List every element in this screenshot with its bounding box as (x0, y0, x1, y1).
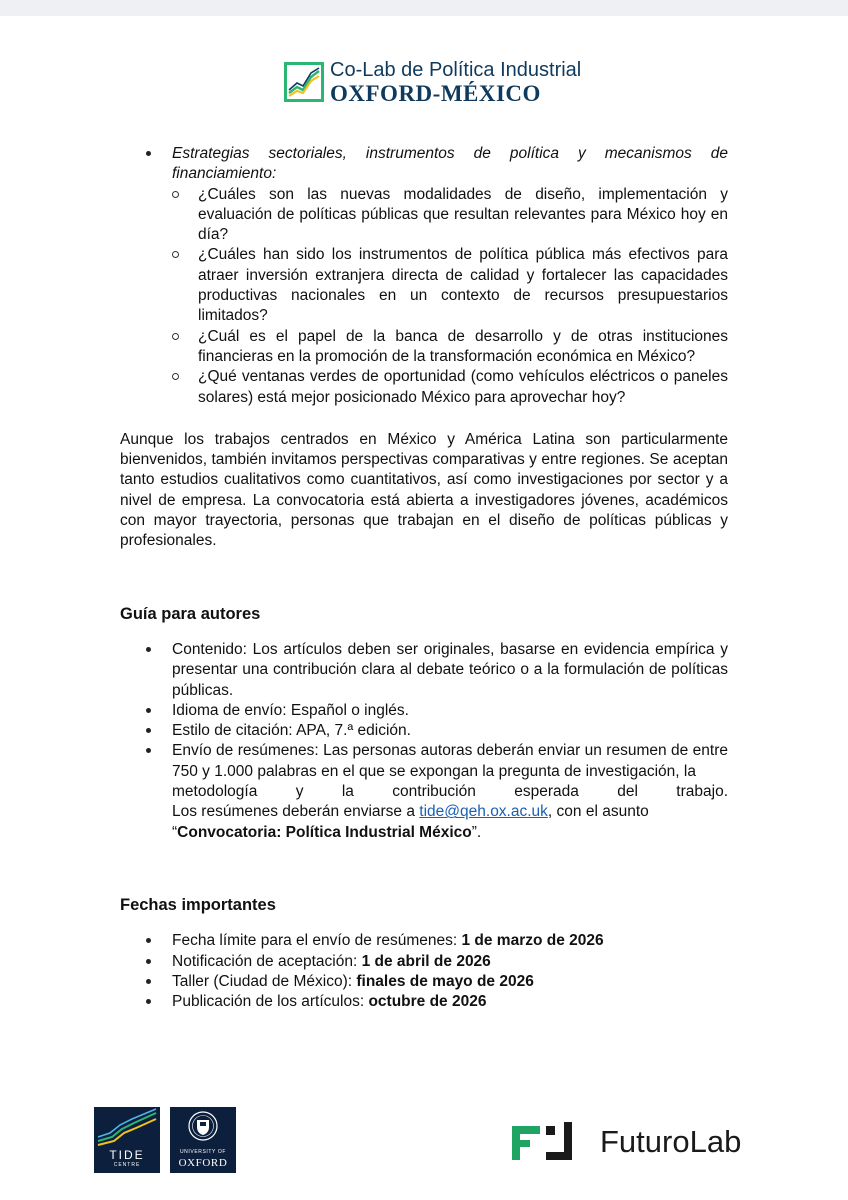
colab-header-logo (284, 58, 584, 108)
date-label: Fecha límite para el envío de resúmenes: (172, 932, 462, 950)
bullet-icon (146, 999, 151, 1004)
futurolab-name: FuturoLab (600, 1124, 742, 1159)
word: trabajo. (676, 783, 728, 801)
word: metodología (172, 783, 258, 801)
tide-name: TIDE (109, 1148, 145, 1162)
tide-sub: CENTRE (113, 1162, 141, 1168)
circle-bullet-icon (172, 251, 179, 258)
bullet-icon (146, 748, 151, 753)
list-item (120, 721, 728, 741)
oxford-crest-icon (170, 1107, 236, 1147)
date-label: Notificación de aceptación: (172, 952, 362, 970)
guide-content: Contenido: Los artículos deben ser originales, basarse en evidencia empírica y presentar una contribución clara al debate teórico o a la formulación de políticas públicas. (172, 640, 728, 699)
date-value: 1 de marzo de 2026 (461, 932, 604, 950)
guide-list (120, 640, 728, 843)
strategies-list (120, 144, 728, 408)
quote-close: ”. (471, 823, 482, 841)
date-label: Publicación de los artículos: (172, 993, 369, 1011)
oxford-name: OXFORD (178, 1157, 228, 1169)
bullet-icon (146, 938, 151, 943)
quote-open: “ (172, 823, 178, 841)
list-item (120, 640, 728, 701)
strategies-item (120, 144, 728, 408)
word: contribución (392, 783, 476, 801)
bullet-icon (146, 959, 151, 964)
circle-bullet-icon (172, 373, 179, 380)
word: esperada (514, 783, 579, 801)
oxford-top: UNIVERSITY OF (179, 1149, 227, 1155)
guide-abstracts-send (172, 802, 728, 822)
top-bar (0, 0, 848, 16)
bullet-icon (146, 647, 151, 652)
colab-chart-icon (284, 62, 324, 102)
futurolab-mark-icon (506, 1118, 586, 1168)
question-text: ¿Qué ventanas verdes de oportunidad (como vehículos eléctricos o paneles solares) está mejor posicionado México para aprovechar hoy? (198, 368, 728, 406)
date-value: octubre de 2026 (368, 993, 487, 1011)
list-item (120, 741, 728, 842)
list-item (120, 952, 728, 972)
question-text: ¿Cuáles son las nuevas modalidades de diseño, implementación y evaluación de políticas públicas que resultan relevantes para México hoy en día? (198, 185, 728, 244)
futurolab-logo (506, 1118, 766, 1168)
date-label: Taller (Ciudad de México): (172, 972, 357, 990)
intro-paragraph: Aunque los trabajos centrados en México y América Latina son particularmente bienvenidos, también invitamos perspectivas comparativas y entre regiones. Se aceptan tanto estudios cualitativos como cuantitativos, así como investigaciones por sector y a nivel de empresa. La convocatoria está abierta a investigadores jóvenes, académicos con mayor trayectoria, personas que trabajan en el diseño de políticas públicas y profesionales. (120, 430, 728, 550)
list-item (120, 992, 728, 1012)
strategies-questions (172, 185, 728, 408)
date-value: finales de mayo de 2026 (356, 972, 534, 990)
dates-heading: Fechas importantes (120, 895, 276, 914)
list-item (172, 367, 728, 408)
question-text: ¿Cuál es el papel de la banca de desarrollo y de otras instituciones financieras en la promoción de la transformación económica en México? (198, 327, 728, 365)
oxford-logo (170, 1107, 236, 1173)
word: del (617, 783, 638, 801)
word: la (341, 783, 354, 801)
tide-centre-logo (94, 1107, 160, 1173)
subject-text: Convocatoria: Política Industrial México (177, 823, 472, 841)
circle-bullet-icon (172, 191, 179, 198)
strategies-title: Estrategias sectoriales, instrumentos de política y mecanismos de financiamiento: (172, 145, 728, 183)
guide-language: Idioma de envío: Español o inglés. (172, 701, 409, 719)
list-item (120, 701, 728, 721)
bullet-icon (146, 728, 151, 733)
header-title: Co-Lab de Política Industrial (330, 59, 582, 81)
list-item (172, 185, 728, 246)
document-body (120, 144, 728, 1012)
date-value: 1 de abril de 2026 (361, 952, 491, 970)
email-link[interactable]: tide@qeh.ox.ac.uk (419, 803, 548, 821)
question-text: ¿Cuáles han sido los instrumentos de política pública más efectivos para atraer inversión extranjera directa de calidad y fortalecer las capacidades productivas nacionales en un contexto de recursos presupuestarios limitados? (198, 246, 728, 325)
tide-wave-icon (94, 1107, 160, 1151)
bullet-icon (146, 979, 151, 984)
list-item (120, 931, 728, 951)
header-subtitle: OXFORD-MÉXICO (330, 81, 541, 106)
word: y (295, 783, 304, 801)
guide-citation: Estilo de citación: APA, 7.ª edición. (172, 722, 411, 740)
list-item (172, 327, 728, 368)
guide-abstracts-spread-line (172, 782, 728, 802)
circle-bullet-icon (172, 333, 179, 340)
dates-list (120, 931, 728, 1012)
list-item (120, 972, 728, 992)
guide-heading: Guía para autores (120, 604, 261, 623)
guide-abstracts-text: Envío de resúmenes: Las personas autoras deberán enviar un resumen de entre 750 y 1.000 palabras en el que se expongan la pregunta de investigación, la (172, 742, 728, 780)
guide-subject (172, 823, 728, 843)
send-suffix: , con el asunto (547, 803, 649, 821)
bullet-icon (146, 151, 151, 156)
list-item (172, 245, 728, 326)
bullet-icon (146, 708, 151, 713)
send-prefix: Los resúmenes deberán enviarse a (172, 803, 415, 821)
